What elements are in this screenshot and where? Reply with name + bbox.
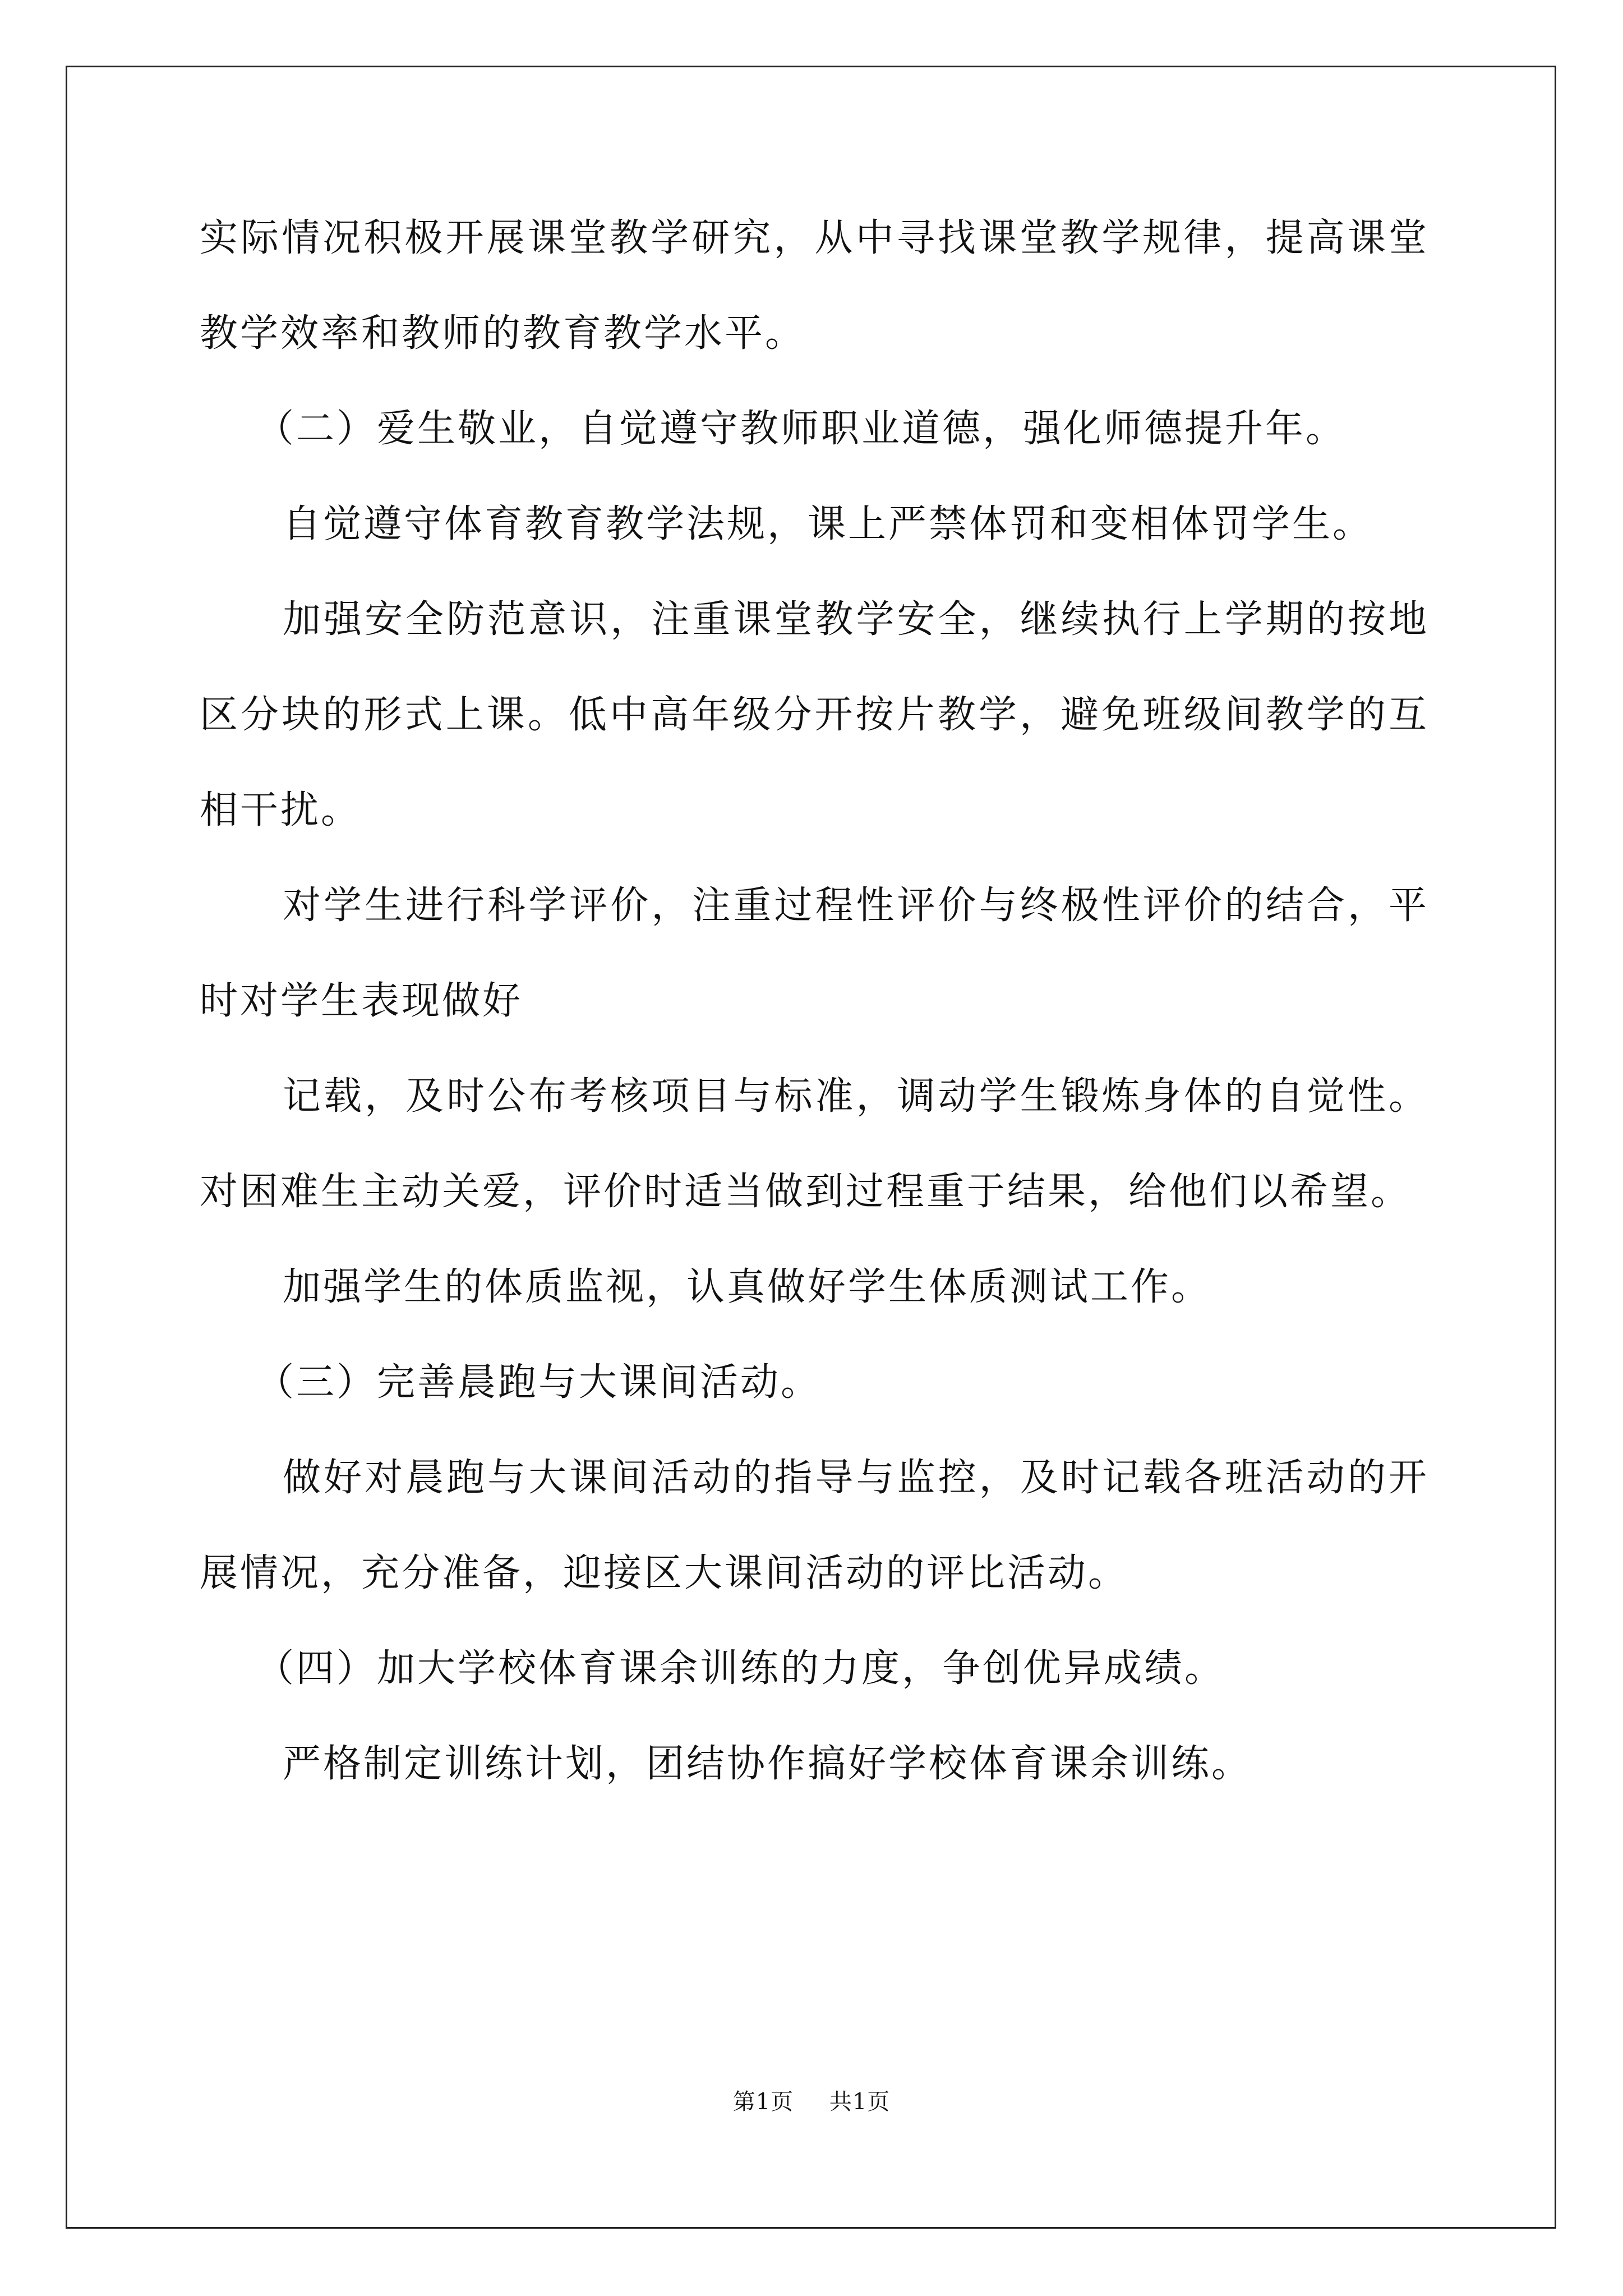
page-number: 第1页 bbox=[732, 2089, 794, 2115]
section-heading-3: （三）完善晨跑与大课间活动。 bbox=[256, 1360, 822, 1405]
section-heading-4: （四）加大学校体育课余训练的力度，争创优异成绩。 bbox=[256, 1646, 1225, 1691]
paragraph-11: 严格制定训练计划，团结协作搞好学校体育课余训练。 bbox=[283, 1742, 1252, 1786]
paragraph-9: 做好对晨跑与大课间活动的指导与监控，及时记载各班活动的开展情况，充分准备，迎接区大课间活动的评比活动。 bbox=[200, 1456, 1429, 1595]
paragraph-1: 实际情况积极开展课堂教学研究，从中寻找课堂教学规律，提高课堂教学效率和教师的教育教学水平。 bbox=[200, 216, 1429, 356]
paragraph-3: 自觉遵守体育教育教学法规，课上严禁体罚和变相体罚学生。 bbox=[283, 502, 1373, 546]
page-footer bbox=[0, 2084, 1623, 2116]
paragraph-6: 记载，及时公布考核项目与标准，调动学生锻炼身体的自觉性。对困难生主动关爱，评价时适当做到过程重于结果，给他们以希望。 bbox=[200, 1074, 1429, 1214]
paragraph-5: 对学生进行科学评价，注重过程性评价与终极性评价的结合，平时对学生表现做好 bbox=[200, 884, 1429, 1023]
paragraph-7: 加强学生的体质监视，认真做好学生体质测试工作。 bbox=[283, 1265, 1212, 1309]
document-body bbox=[200, 191, 1429, 1812]
section-heading-2: （二）爱生敬业，自觉遵守教师职业道德，强化师德提升年。 bbox=[256, 407, 1347, 451]
page-total: 共1页 bbox=[829, 2089, 891, 2115]
paragraph-4: 加强安全防范意识，注重课堂教学安全，继续执行上学期的按地区分块的形式上课。低中高年级分开按片教学，避免班级间教学的互相干扰。 bbox=[200, 597, 1429, 832]
